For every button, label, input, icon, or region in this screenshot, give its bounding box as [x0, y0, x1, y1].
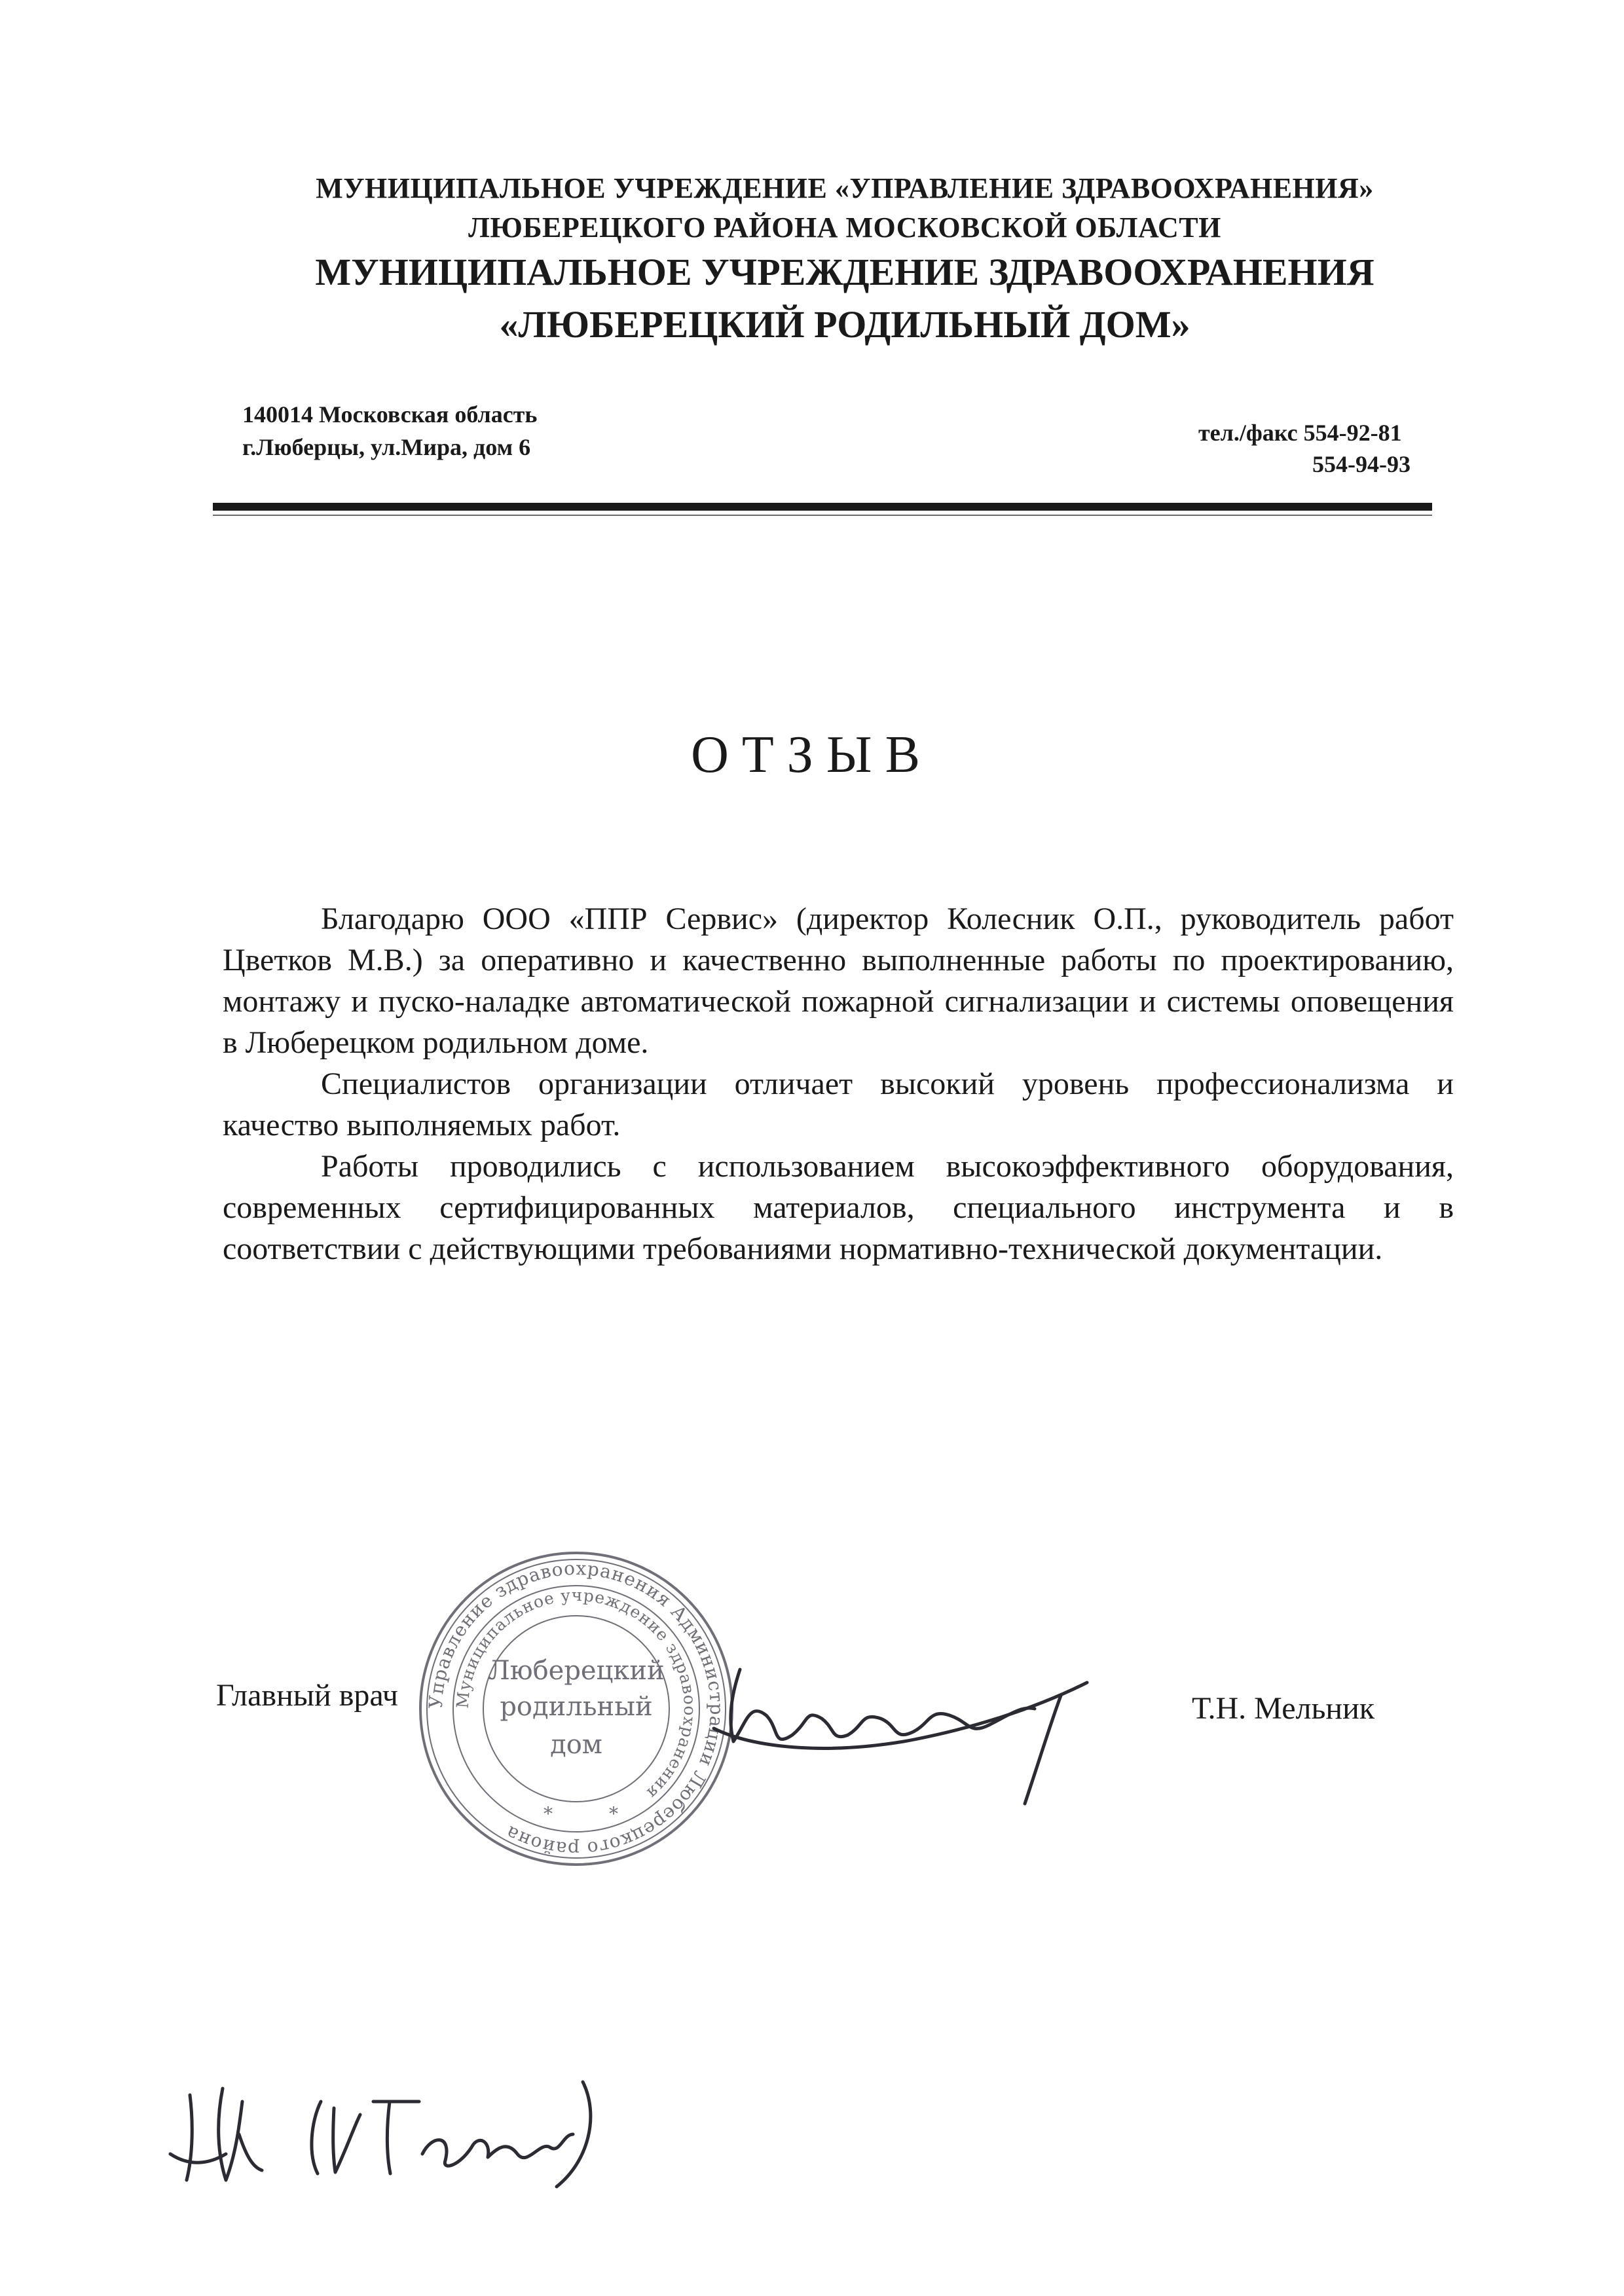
stamp-center-line-3: дом: [550, 1730, 602, 1760]
stamp-outer-ring-text: Управление здравоохранения Администрации Люберецкого района: [424, 1557, 728, 1861]
paragraph-specialists: Специалистов организации отличает высокий уровень профессионализма и качество выполняемых работ.: [223, 1066, 1454, 1142]
phone-fax: тел./факс 554-92-81: [1198, 420, 1402, 446]
address-line-2: г.Люберцы, ул.Мира, дом 6: [242, 434, 531, 460]
document-title: ОТЗЫВ: [691, 726, 933, 784]
paragraph-gratitude: Благодарю ООО «ППР Сервис» (директор Колесник О.П., руководитель работ Цветков М.В.) за оперативно и качественно выполненные работы по проектированию, монтажу и пуско-наладке автоматической пожарной сигнализации и системы оповещения в Люберецком родильном доме.: [223, 902, 1454, 1060]
header-org-name: «ЛЮБЕРЕЦКИЙ РОДИЛЬНЫЙ ДОМ»: [499, 303, 1190, 346]
letterhead-divider: [213, 503, 1432, 511]
stamp-inner-ring-text: Муниципальное учреждение здравоохранения: [452, 1585, 700, 1804]
handwritten-note: [164, 2056, 622, 2193]
address-line-1: 140014 Московская область: [242, 401, 538, 428]
stamp-center-line-2: родильный: [500, 1692, 653, 1722]
header-parent-org-region: ЛЮБЕРЕЦКОГО РАЙОНА МОСКОВСКОЙ ОБЛАСТИ: [468, 211, 1221, 244]
paragraph-works: Работы проводились с использованием высокоэффективного оборудования, современных сертифицированных материалов, специального инструмента и в соответствии с действующими требованиями нормативно-технической документации.: [223, 1149, 1454, 1266]
header-org-type: МУНИЦИПАЛЬНОЕ УЧРЕЖДЕНИЕ ЗДРАВООХРАНЕНИЯ: [315, 251, 1375, 293]
svg-text:*: *: [609, 1803, 618, 1825]
signatory-name: Т.Н. Мельник: [1192, 1691, 1375, 1726]
signatory-role: Главный врач: [216, 1678, 398, 1713]
phone-fax-2: 554-94-93: [1312, 451, 1411, 477]
svg-text:*: *: [544, 1803, 553, 1825]
letterhead-divider-thin: [213, 515, 1432, 516]
signature-scribble: [694, 1643, 1100, 1813]
letter-body: [223, 898, 1454, 1269]
stamp-center-line-1: Люберецкий: [488, 1656, 665, 1686]
official-stamp: [413, 1545, 740, 1872]
header-parent-org: МУНИЦИПАЛЬНОЕ УЧРЕЖДЕНИЕ «УПРАВЛЕНИЕ ЗДРАВООХРАНЕНИЯ»: [316, 172, 1374, 204]
